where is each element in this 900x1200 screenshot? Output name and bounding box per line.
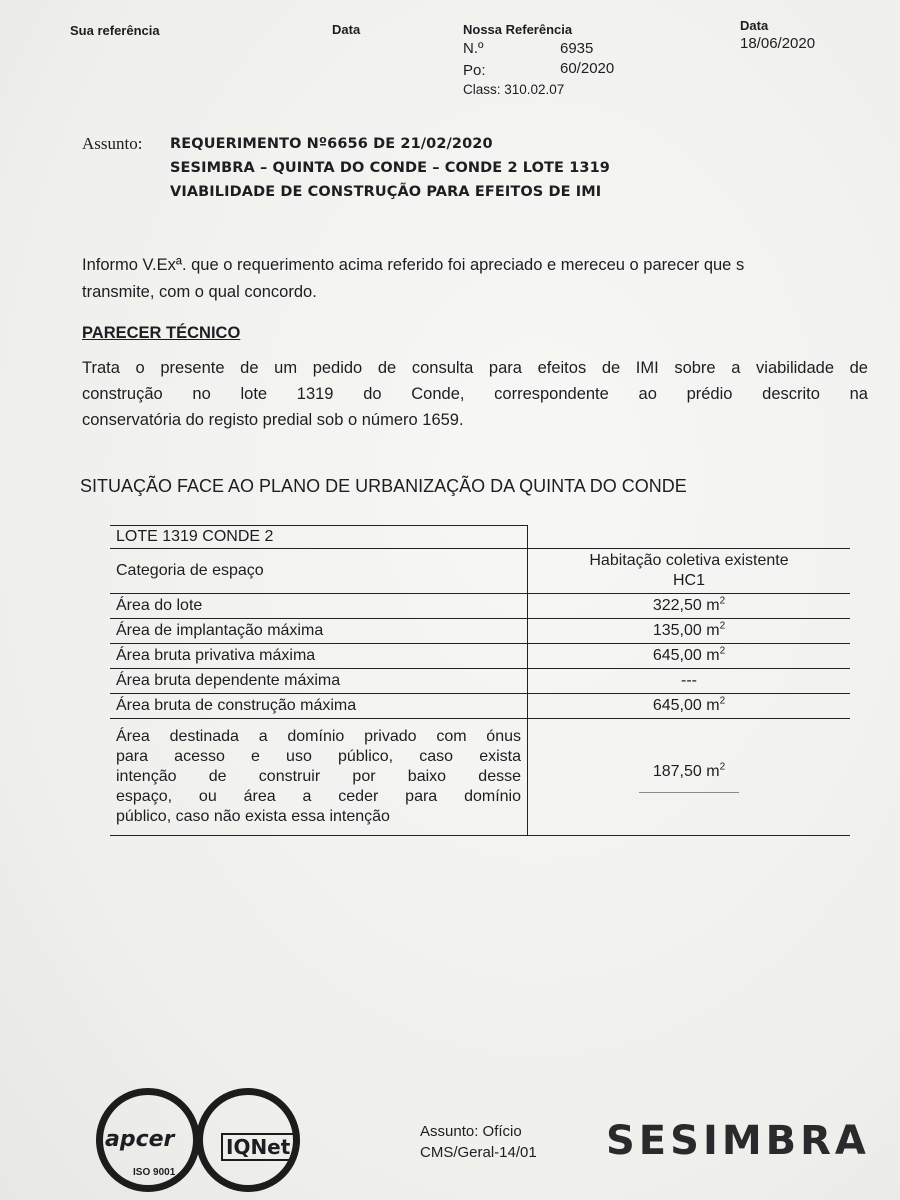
situacao-title: SITUAÇÃO FACE AO PLANO DE URBANIZAÇÃO DA QUINTA DO CONDE	[80, 476, 687, 496]
data2-label: Data	[740, 18, 769, 33]
footer-assunto: Assunto: Ofício	[420, 1123, 522, 1140]
row-value: 645,00 $m^2$	[528, 694, 851, 719]
categoria-label: Categoria de espaço	[110, 549, 528, 594]
row-label: Área de implantação máxima	[110, 619, 528, 644]
table-row-categoria	[110, 549, 850, 594]
row-value: 322,50 $m^2$	[528, 594, 851, 619]
data2-value: 18/06/2020	[740, 35, 816, 52]
categoria-value-line-2: HC1	[672, 572, 705, 589]
table-row	[110, 644, 850, 669]
row-label: Área bruta de construção máxima	[110, 694, 528, 719]
assunto-line-2: SESIMBRA – QUINTA DO CONDE – CONDE 2 LOTE 1319	[170, 160, 610, 176]
table-row	[110, 669, 850, 694]
table-row-dominio	[110, 719, 850, 836]
table-title: LOTE 1319 CONDE 2	[110, 526, 528, 549]
categoria-value	[528, 549, 851, 594]
intro-line-1: Informo V.Exª. que o requerimento acima referido foi apreciado e mereceu o parecer que s	[82, 256, 745, 274]
row-value: 645,00 $m^2$	[528, 644, 851, 669]
table-row	[110, 694, 850, 719]
row-label: Área bruta privativa máxima	[110, 644, 528, 669]
iso-text: ISO 9001	[133, 1167, 176, 1178]
intro-line-2: transmite, com o qual concordo.	[82, 283, 317, 301]
po-value: 60/2020	[560, 60, 615, 77]
po-label: Po:	[463, 62, 486, 79]
pen-underline	[639, 792, 739, 793]
assunto-line-3: VIABILIDADE DE CONSTRUÇÃO PARA EFEITOS DE IMI	[170, 184, 602, 200]
assunto-label: Assunto:	[82, 134, 143, 153]
row-value: 135,00 $m^2$	[528, 619, 851, 644]
table-row	[110, 619, 850, 644]
categoria-value-line-1: Habitação coletiva existente	[589, 552, 789, 569]
row-label: Área bruta dependente máxima	[110, 669, 528, 694]
dominio-value: 187,50 $m^2$	[528, 719, 851, 836]
iqnet-logo	[196, 1088, 300, 1192]
parecer-line-1: Trata o presente de um pedido de consulta para efeitos de IMI sobre a viabilidade de	[82, 359, 868, 377]
lote-spec-table	[110, 525, 850, 836]
sua-referencia-label: Sua referência	[70, 23, 160, 38]
dominio-label: Área destinada a domínio privado com ónus para acesso e uso público, caso exista intenção de construir por baixo desse espaço, ou área a ceder para domínio público, caso não exista essa intenção	[110, 719, 528, 836]
class-text: Class: 310.02.07	[463, 82, 565, 97]
parecer-line-2: construção no lote 1319 do Conde, correspondente ao prédio descrito na	[82, 385, 868, 403]
footer-ref: CMS/Geral-14/01	[420, 1144, 537, 1161]
parecer-heading: PARECER TÉCNICO	[82, 324, 241, 342]
table-title-row	[110, 526, 850, 549]
numero-value: 6935	[560, 40, 594, 57]
row-value: ---	[528, 669, 851, 694]
table-row	[110, 594, 850, 619]
parecer-line-3: conservatória do registo predial sob o número 1659.	[82, 411, 464, 429]
numero-label: N.º	[463, 40, 484, 57]
sesimbra-brand: SESIMBRA	[606, 1118, 870, 1164]
apcer-text: apcer	[105, 1127, 175, 1152]
data-label: Data	[332, 22, 361, 37]
apcer-logo	[96, 1088, 200, 1192]
assunto-line-1: REQUERIMENTO Nº6656 DE 21/02/2020	[170, 136, 493, 152]
row-label: Área do lote	[110, 594, 528, 619]
iqnet-text: IQNet	[221, 1133, 295, 1161]
nossa-referencia-label: Nossa Referência	[463, 22, 573, 37]
